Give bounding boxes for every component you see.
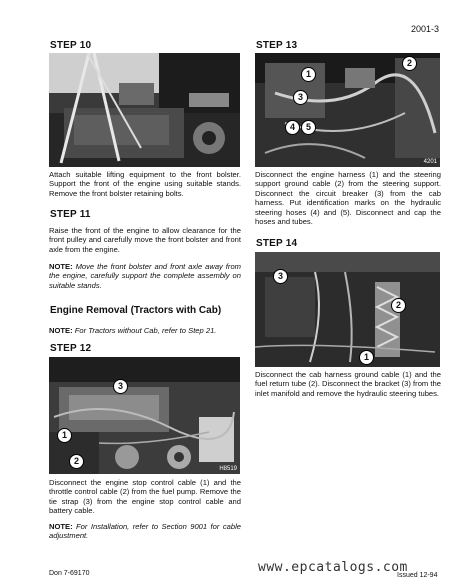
step-12-note (49, 522, 241, 541)
note-text: For Installation, refer to Section 9001 for cable adjustment. (49, 522, 241, 541)
callout-5: 5 (301, 120, 316, 135)
step-11-text: Raise the front of the engine to allow clearance for the front pulley and carefully move the front bolster and front axle from the engine. (49, 226, 241, 254)
callout-2: 2 (69, 454, 84, 469)
step-10-photo (49, 53, 240, 167)
issued-date: Issued 12-94 (397, 572, 438, 579)
note-label: NOTE: (49, 262, 73, 271)
section-heading: Engine Removal (Tractors with Cab) (50, 305, 222, 316)
page-number: 2001-3 (410, 24, 439, 34)
callout-3: 3 (293, 90, 308, 105)
callout-2: 2 (391, 298, 406, 313)
step-14-text: Disconnect the cab harness ground cable (1) and the fuel return tube (2). Disconnect the bracket (3) from the inlet manifold and remove the hydraulic steering tubes. (255, 370, 441, 398)
figure-code: 4201 (423, 159, 437, 165)
doc-number: Don 7-69170 (49, 570, 90, 577)
callout-4: 4 (285, 120, 300, 135)
step-12-photo (49, 357, 240, 474)
callout-1: 1 (57, 428, 72, 443)
section-note (49, 326, 241, 335)
step-12-text: Disconnect the engine stop control cable (1) and the throttle control cable (2) from the fuel pump. Remove the tie strap (3) from the engine stop control cable and battery cable. (49, 478, 241, 516)
step-12-heading: STEP 12 (50, 343, 92, 354)
step-10-heading: STEP 10 (50, 40, 92, 51)
callout-1: 1 (359, 350, 374, 365)
note-label: NOTE: (49, 522, 73, 531)
step-10-text: Attach suitable lifting equipment to the front bolster. Support the front of the engine using suitable stands. Remove the front bolster retaining bolts. (49, 170, 241, 198)
step-13-photo (255, 53, 440, 167)
callout-3: 3 (113, 379, 128, 394)
watermark: www.epcatalogs.com (258, 560, 408, 575)
step-13-text: Disconnect the engine harness (1) and the steering support ground cable (2) from the steering support. Disconnect the circuit breaker (3) from the cab harness. Put identification marks on the hydraulic steering hoses (4) and (5). Disconnect and cap the hoses and tubes. (255, 170, 441, 227)
step-11-heading: STEP 11 (50, 209, 91, 220)
note-text: Move the front bolster and front axle away from the engine, carefully support the complete assembly on suitable stands. (49, 262, 241, 290)
step-14-heading: STEP 14 (256, 238, 298, 249)
figure-code: H8519 (219, 466, 237, 472)
step-11-note (49, 262, 241, 290)
callout-3: 3 (273, 269, 288, 284)
callout-1: 1 (301, 67, 316, 82)
note-label: NOTE: (49, 326, 73, 335)
callout-2: 2 (402, 56, 417, 71)
note-text: For Tractors without Cab, refer to Step 21. (74, 326, 217, 335)
step-14-photo (255, 252, 440, 367)
step-13-heading: STEP 13 (256, 40, 298, 51)
